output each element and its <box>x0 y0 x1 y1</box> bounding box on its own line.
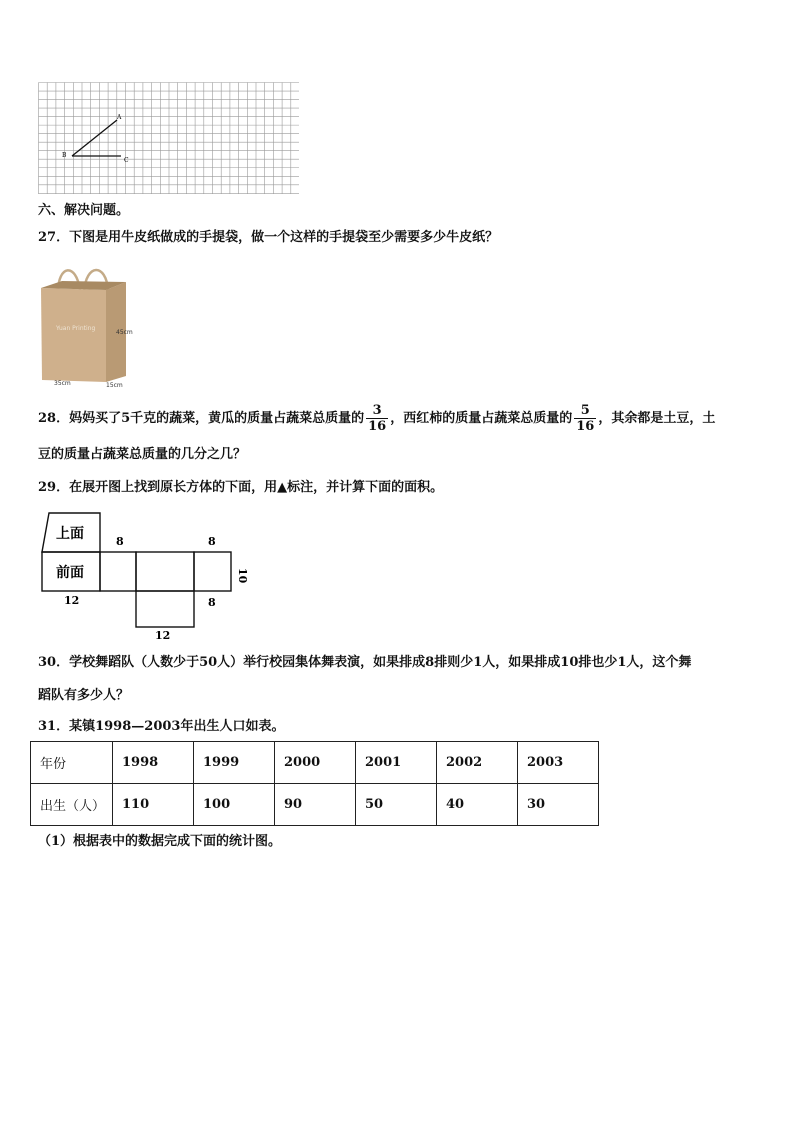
net-face-side-1 <box>100 552 136 591</box>
bag-depth-label: 15cm <box>106 382 123 389</box>
table-cell: 1998 <box>113 742 194 784</box>
question-27-text: 27．下图是用牛皮纸做成的手提袋，做一个这样的手提袋至少需要多少牛皮纸？ <box>38 230 499 245</box>
net-dim-8-right: 8 <box>208 535 216 548</box>
births-table <box>30 741 599 826</box>
table-row-years <box>31 742 599 784</box>
table-cell: 90 <box>275 784 356 826</box>
cuboid-net-figure <box>40 508 255 648</box>
question-28-part2: ，西红柿的质量占蔬菜总质量的 <box>390 411 573 426</box>
table-cell: 50 <box>356 784 437 826</box>
table-cell: 2002 <box>437 742 518 784</box>
fraction-cucumber <box>366 403 388 434</box>
question-30-line2: 蹈队有多少人？ <box>38 688 130 703</box>
point-c-label: C <box>124 157 129 164</box>
net-face-side-2 <box>194 552 231 591</box>
bag-height-label: 45cm <box>116 329 133 336</box>
question-28-part1: 28．妈妈买了5千克的蔬菜，黄瓜的质量占蔬菜总质量的 <box>38 411 365 426</box>
question-31-sub1: （1）根据表中的数据完成下面的统计图。 <box>38 834 282 849</box>
point-a-label: A <box>117 114 122 121</box>
fraction-tomato-denominator: 16 <box>576 419 595 434</box>
table-cell: 110 <box>113 784 194 826</box>
table-cell: 2000 <box>275 742 356 784</box>
fraction-tomato <box>574 403 596 434</box>
question-29-text: 29．在展开图上找到原长方体的下面，用▲标注，并计算下面的面积。 <box>38 480 444 495</box>
fraction-tomato-numerator: 5 <box>580 403 590 418</box>
net-face-bottom <box>136 591 194 627</box>
bag-watermark: Yuan Printing <box>56 325 96 332</box>
table-cell: 40 <box>437 784 518 826</box>
net-label-top: 上面 <box>56 526 84 542</box>
net-dim-12-left: 12 <box>64 594 80 607</box>
question-31-text: 31．某镇1998—2003年出生人口如表。 <box>38 719 285 734</box>
table-cell: 100 <box>194 784 275 826</box>
table-cell: 1999 <box>194 742 275 784</box>
fraction-cucumber-numerator: 3 <box>372 403 382 418</box>
table-cell: 2001 <box>356 742 437 784</box>
question-28-part3: ，其余都是土豆，土 <box>598 411 716 426</box>
net-dim-8-bottom: 8 <box>208 596 216 609</box>
table-cell: 2003 <box>518 742 599 784</box>
question-28-line1 <box>38 400 715 440</box>
net-face-back <box>136 552 194 591</box>
table-cell: 30 <box>518 784 599 826</box>
table-row-births <box>31 784 599 826</box>
fraction-cucumber-denominator: 16 <box>368 419 387 434</box>
bag-front-face <box>41 288 106 382</box>
net-label-front: 前面 <box>56 565 84 581</box>
question-30-line1: 30．学校舞蹈队（人数少于50人）举行校园集体舞表演，如果排成8排则少1人，如果排成10排也少1人，这个舞 <box>38 655 692 670</box>
point-b-label: B <box>62 152 67 159</box>
grid-triangle-figure <box>38 82 300 195</box>
paper-bag-image <box>34 260 149 390</box>
bag-width-label: 35cm <box>54 380 71 387</box>
net-dim-12-bottom: 12 <box>155 629 171 642</box>
table-header-births: 出生（人） <box>31 784 113 826</box>
section-heading: 六、解决问题。 <box>38 203 130 218</box>
net-dim-10: 10 <box>236 568 249 584</box>
question-28-line2: 豆的质量占蔬菜总质量的几分之几？ <box>38 447 247 462</box>
net-dim-8-left: 8 <box>116 535 124 548</box>
table-header-year: 年份 <box>31 742 113 784</box>
